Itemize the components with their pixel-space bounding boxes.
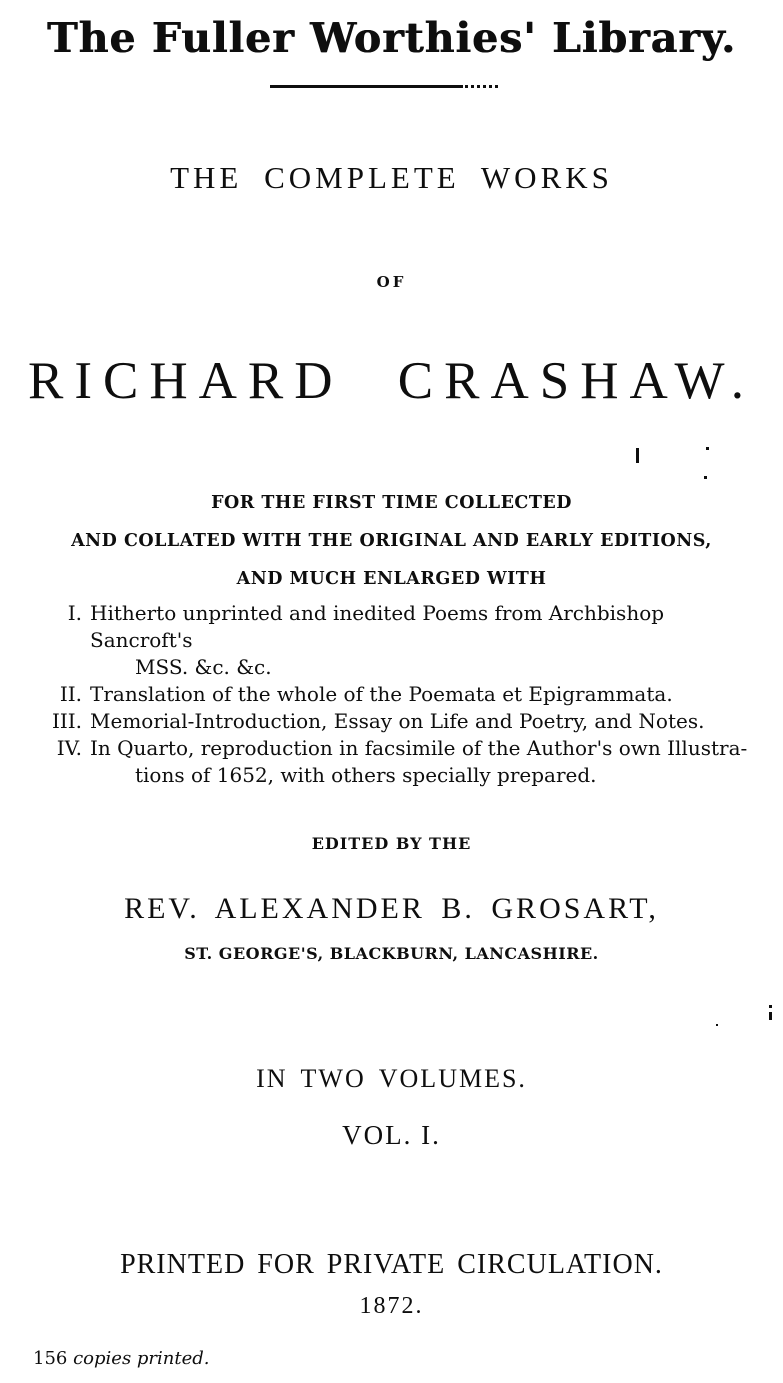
contents-item-numeral: IV.	[56, 736, 82, 760]
scan-artifact	[636, 448, 639, 463]
copies-note: copies printed.	[73, 1348, 210, 1369]
scan-artifact	[769, 1012, 772, 1020]
edition-line: FOR THE FIRST TIME COLLECTED	[211, 493, 572, 513]
contents-item-line: In Quarto, reproduction in facsimile of the Author's own Illustra-	[90, 736, 748, 760]
copies-count: 156	[33, 1348, 68, 1369]
contents-item-numeral: I.	[67, 601, 82, 625]
contents-item-line: Translation of the whole of the Poemata et Epigrammata.	[90, 682, 673, 706]
author-name: RICHARD CRASHAW.	[28, 352, 755, 410]
edition-line: AND MUCH ENLARGED WITH	[236, 569, 547, 589]
contents-item-line: Hitherto unprinted and inedited Poems from Archbishop Sancroft's	[90, 601, 665, 652]
editor-name: REV. ALEXANDER B. GROSART,	[124, 892, 659, 925]
volume-number: VOL. I.	[342, 1120, 441, 1150]
contents-item-line: tions of 1652, with others specially prepared.	[135, 763, 597, 787]
contents-item-text	[90, 600, 765, 681]
imprint-statement: PRINTED FOR PRIVATE CIRCULATION.	[120, 1249, 663, 1280]
of-connector: OF	[376, 273, 407, 291]
contents-item-line: Memorial-Introduction, Essay on Life and Poetry, and Notes.	[90, 709, 705, 733]
contents-item	[20, 681, 765, 708]
series-title: The Fuller Worthies' Library.	[46, 14, 737, 62]
contents-item-text	[90, 708, 765, 735]
contents-item-line: MSS. &c. &c.	[135, 655, 272, 679]
contents-item	[20, 708, 765, 735]
scan-artifact	[769, 1005, 772, 1008]
contents-item-numeral: II.	[59, 682, 82, 706]
imprint-year: 1872.	[359, 1293, 424, 1319]
volume-statement: IN TWO VOLUMES.	[256, 1064, 527, 1093]
scan-artifact	[706, 447, 709, 450]
editor-address: ST. GEORGE'S, BLACKBURN, LANCASHIRE.	[184, 944, 599, 963]
edition-statement	[0, 484, 783, 598]
rule-solid-segment	[270, 85, 460, 88]
rule-dotted-segment	[460, 85, 498, 88]
ornamental-rule	[270, 84, 498, 88]
edition-line: AND COLLATED WITH THE ORIGINAL AND EARLY EDITIONS,	[71, 531, 712, 551]
contents-item-text	[90, 735, 765, 789]
contents-list	[20, 600, 765, 789]
work-title: THE COMPLETE WORKS	[170, 160, 613, 195]
contents-item-numeral: III.	[51, 709, 82, 733]
contents-item	[20, 735, 765, 789]
contents-item-text	[90, 681, 765, 708]
colophon	[33, 1346, 210, 1372]
scan-artifact	[704, 476, 707, 479]
edited-by-label: EDITED BY THE	[311, 834, 472, 853]
contents-item	[20, 600, 765, 681]
scan-artifact	[716, 1024, 718, 1026]
